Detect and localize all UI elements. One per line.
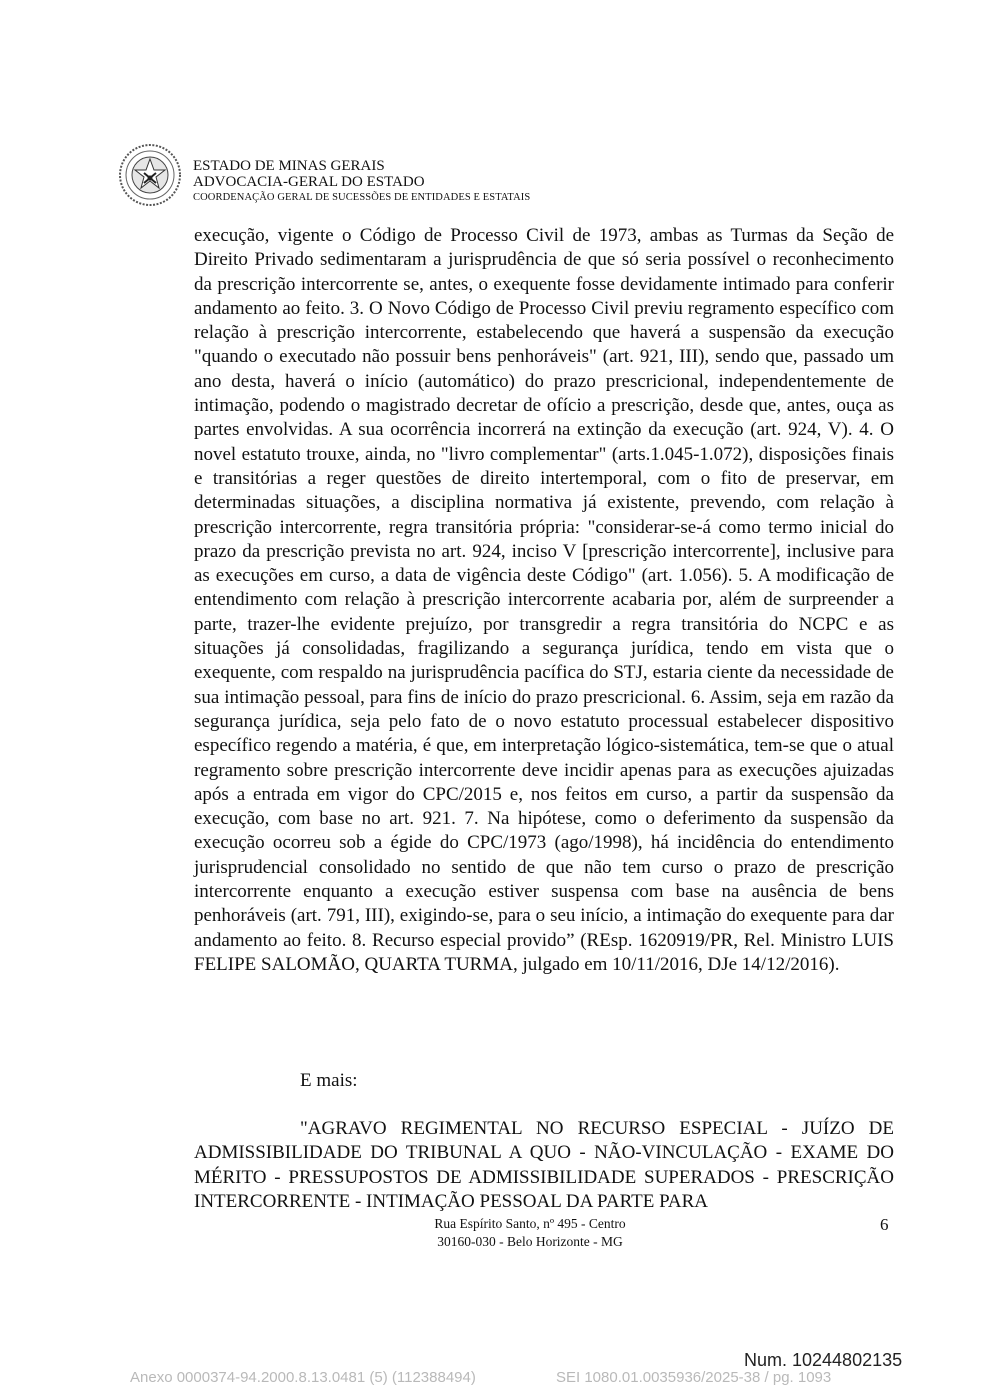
annex-reference: Anexo 0000374-94.2000.8.13.0481 (5) (112388494) bbox=[130, 1369, 476, 1386]
footer-address bbox=[380, 1215, 680, 1251]
quoted-ementa bbox=[194, 1117, 894, 1214]
document-header bbox=[193, 158, 530, 206]
e-mais-label: E mais: bbox=[300, 1070, 358, 1091]
header-agency: ADVOCACIA-GERAL DO ESTADO bbox=[193, 174, 425, 190]
body-paragraph bbox=[194, 224, 894, 977]
header-department: COORDENAÇÃO GERAL DE SUCESSÕES DE ENTIDADES E ESTATAIS bbox=[193, 192, 531, 203]
address-city: 30160-030 - Belo Horizonte - MG bbox=[437, 1234, 623, 1249]
document-num-stamp: Num. 10244802135 bbox=[744, 1350, 903, 1370]
state-coat-of-arms-icon bbox=[118, 143, 182, 207]
jurisprudence-citation: execução, vigente o Código de Processo Civil de 1973, ambas as Turmas da Seção de Direito Privado sedimentaram a jurisprudência de que só seria possível o reconhecimento da prescrição intercorrente se, antes, o exequente fosse devidamente intimado para conferir andamento ao feito. 3. O Novo Código de Processo Civil previu regramento específico com relação à prescrição intercorrente, estabelecendo que haverá a suspensão da execução "quando o executado não possuir bens penhoráveis" (art. 921, III), sendo que, passado um ano desta, haverá o início (automático) do prazo prescricional, independentemente de intimação, podendo o magistrado decretar de ofício a prescrição, desde que, antes, ouça as partes envolvidas. A sua ocorrência incorrerá na extinção da execução (art. 924, V). 4. O novel estatuto trouxe, ainda, no "livro complementar" (arts.1.045-1.072), disposições finais e transitórias a reger questões de direito intertemporal, com o fito de preservar, em determinadas situações, a disciplina normativa já existente, prevendo, com relação à prescrição intercorrente, regra transitória própria: "considerar-se-á como termo inicial do prazo da prescrição prevista no art. 924, inciso V [prescrição intercorrente], inclusive para as execuções em curso, a data de vigência deste Código" (art. 1.056). 5. A modificação de entendimento com relação à prescrição intercorrente acabaria por, além de surpreender a parte, trazer-lhe evidente prejuízo, por transgredir a regra transitória do NCPC e as situações já consolidadas, fragilizando a segurança jurídica, tendo em vista que o exequente, com respaldo na jurisprudência pacífica do STJ, estaria ciente da necessidade de sua intimação pessoal, para fins de início do prazo prescricional. 6. Assim, seja em razão da segurança jurídica, seja pelo fato de o novo estatuto processual estabelecer dispositivo específico regendo a matéria, é que, em interpretação lógico-sistemática, tem-se que o atual regramento sobre prescrição intercorrente deve incidir apenas para as execuções ajuizadas após a entrada em vigor do CPC/2015 e, nos feitos em curso, a partir da suspensão da execução, com base no art. 921. 7. Na hipótese, como o deferimento da suspensão da execução ocorreu sob a égide do CPC/1973 (ago/1998), há incidência do entendimento jurisprudencial consolidado no sentido de que não tem curso o prazo de prescrição intercorrente enquanto a execução estiver suspensa com base na ausência de bens penhoráveis (art. 791, III), exigindo-se, para o seu início, a intimação do exequente para dar andamento ao feito. 8. Recurso especial provido” (REsp. 1620919/PR, Rel. Ministro LUIS FELIPE SALOMÃO, QUARTA TURMA, julgado em 10/11/2016, DJe 14/12/2016). bbox=[194, 225, 894, 975]
header-state: ESTADO DE MINAS GERAIS bbox=[193, 158, 385, 174]
address-street: Rua Espírito Santo, nº 495 - Centro bbox=[434, 1216, 626, 1231]
ementa-text: "AGRAVO REGIMENTAL NO RECURSO ESPECIAL - JUÍZO DE ADMISSIBILIDADE DO TRIBUNAL A QUO - NÃO-VINCULAÇÃO - EXAME DO MÉRITO - PRESSUPOSTOS DE ADMISSIBILIDADE SUPERADOS - PRESCRIÇÃO INTERCORRENTE - INTIMAÇÃO PESSOAL DA PARTE PARA bbox=[194, 1118, 894, 1212]
page-number: 6 bbox=[880, 1215, 889, 1234]
sei-reference: SEI 1080.01.0035936/2025-38 / pg. 1093 bbox=[556, 1369, 832, 1386]
